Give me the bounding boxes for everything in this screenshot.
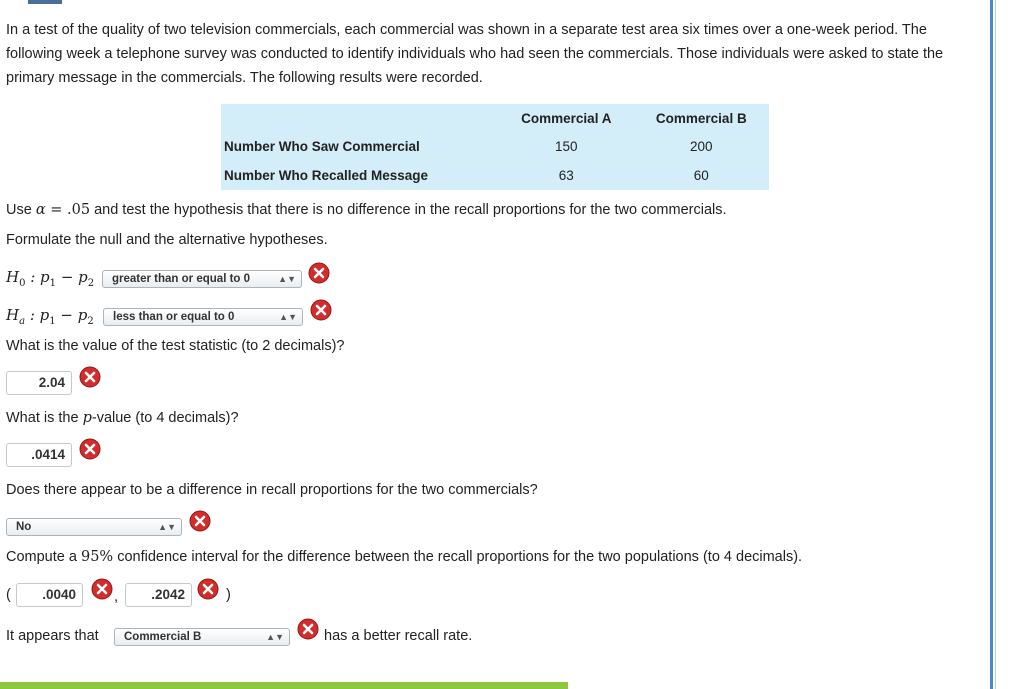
- conclusion-prefix: It appears that: [6, 628, 99, 644]
- ci-prompt: Compute a 95% confidence interval for the difference between the recall proportions for the two populations (to 4 decimals).: [6, 549, 803, 565]
- pvalue-prompt: What is the p-value (to 4 decimals)?: [6, 410, 239, 426]
- ci-open-paren: (: [6, 587, 11, 603]
- table-header-row: [221, 104, 769, 133]
- progress-bar: [0, 682, 568, 689]
- select-arrows-icon: ▲▼: [278, 274, 296, 284]
- ci-upper-input[interactable]: .2042: [125, 583, 192, 607]
- problem-intro: In a test of the quality of two television commercials, each commercial was shown in a separate test area six times over a one-week period. The following week a telephone survey was conducted to identify individuals who had seen the commercials. Those individuals were asked to state the primary message in the commercials. The following results were recorded.: [6, 22, 944, 86]
- incorrect-icon: [310, 299, 332, 321]
- column-header: Commercial A: [521, 110, 612, 126]
- select-arrows-icon: ▲▼: [279, 312, 297, 322]
- incorrect-icon: [197, 578, 219, 600]
- h0-dropdown[interactable]: greater than or equal to 0 ▲▼: [102, 270, 302, 288]
- cell-commercial-b: 200: [690, 139, 713, 155]
- results-table: [221, 104, 769, 190]
- header-fragment: [28, 0, 62, 4]
- incorrect-icon: [297, 618, 319, 640]
- h0-label: $H_0$ : $p_1 - p_2$: [6, 268, 95, 289]
- incorrect-icon: [79, 366, 101, 388]
- incorrect-icon: [79, 438, 101, 460]
- ci-lower-input[interactable]: .0040: [16, 583, 83, 607]
- row-label: Number Who Recalled Message: [224, 168, 429, 184]
- difference-dropdown[interactable]: No ▲▼: [6, 518, 182, 536]
- cell-commercial-a: 63: [558, 168, 574, 184]
- row-label: Number Who Saw Commercial: [224, 139, 420, 155]
- test-statistic-input[interactable]: 2.04: [6, 371, 72, 395]
- right-border-light: [995, 0, 996, 689]
- incorrect-icon: [91, 578, 113, 600]
- table-row: [221, 161, 769, 190]
- formulate-prompt: Formulate the null and the alternative hypotheses.: [6, 232, 328, 248]
- incorrect-icon: [189, 510, 211, 532]
- alpha-symbol: α: [35, 202, 46, 218]
- right-border: [990, 0, 993, 689]
- incorrect-icon: [308, 262, 330, 284]
- test-statistic-prompt: What is the value of the test statistic (to 2 decimals)?: [6, 338, 345, 354]
- conclusion-suffix: has a better recall rate.: [324, 628, 473, 644]
- alpha-instruction: Use α = .05 and test the hypothesis that there is no difference in the recall proportions for the two commercials.: [6, 202, 727, 218]
- ha-dropdown[interactable]: less than or equal to 0 ▲▼: [103, 308, 303, 326]
- pvalue-input[interactable]: .0414: [6, 443, 72, 467]
- difference-prompt: Does there appear to be a difference in recall proportions for the two commercials?: [6, 482, 538, 498]
- select-arrows-icon: ▲▼: [158, 522, 176, 532]
- ci-close-paren: ): [226, 587, 231, 603]
- table-row: [221, 133, 769, 162]
- ci-separator: ,: [114, 589, 119, 605]
- select-arrows-icon: ▲▼: [266, 632, 284, 642]
- cell-commercial-a: 150: [555, 139, 578, 155]
- cell-commercial-b: 60: [693, 168, 709, 184]
- ha-label: $H_a$ : $p_1 - p_2$: [6, 306, 94, 327]
- conclusion-dropdown[interactable]: Commercial B ▲▼: [114, 628, 290, 646]
- column-header: Commercial B: [655, 110, 747, 126]
